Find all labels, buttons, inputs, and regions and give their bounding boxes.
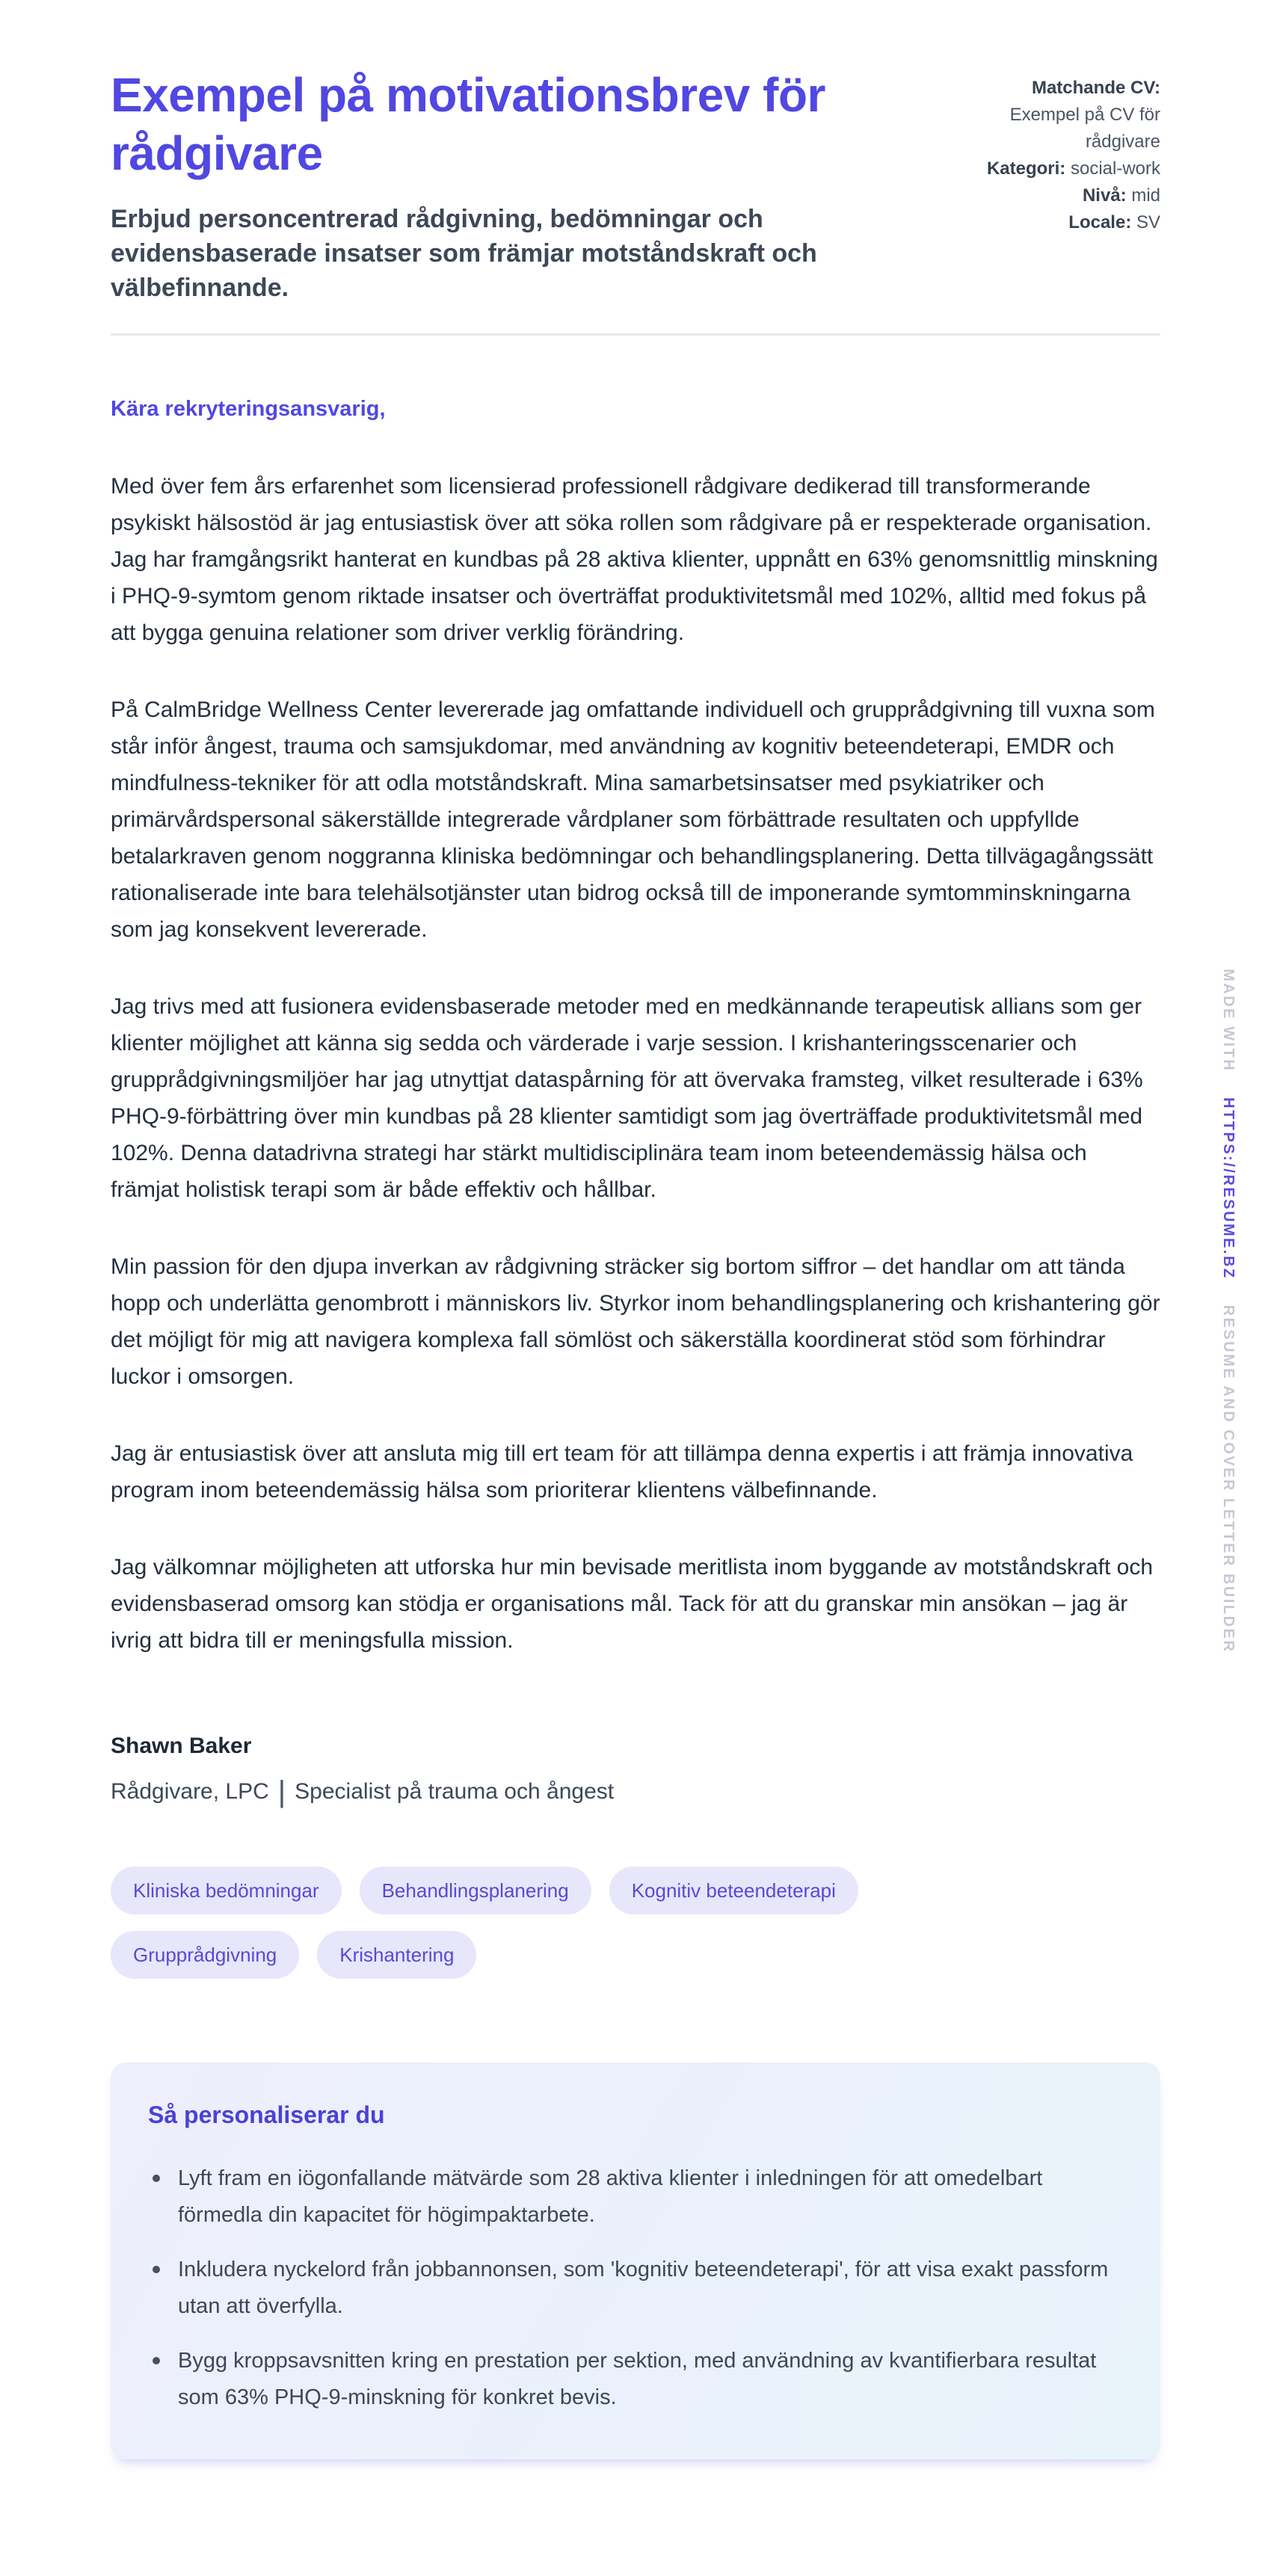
title-block [111,66,944,305]
made-with-watermark [1219,969,1237,1653]
page-content [111,0,1160,2459]
meta-matching-cv [944,75,1160,155]
skill-tag: Kliniska bedömningar [111,1867,342,1914]
meta-locale [944,209,1160,236]
signature-role-secondary: Specialist på trauma och ångest [295,1779,615,1804]
personalization-tips-box [111,2062,1160,2459]
signature-name: Shawn Baker [111,1734,252,1758]
tips-list [148,2160,1118,2416]
skill-tag: Behandlingsplanering [360,1867,591,1914]
signature-role-primary: Rådgivare, LPC [111,1779,269,1804]
letter-paragraph: Jag trivs med att fusionera evidensbaserade metoder med en medkännande terapeutisk allians som ger klienter möjlighet att känna sig sedda och värderade i varje session. I krishanteringsscenarier och grupprådgivningsmiljöer har jag utnyttjat dataspårning för att övervaka framsteg, vilket resulterade i 63% PHQ-9-förbättring över min kundbas på 28 klienter samtidigt som jag överträffade produktivitetsmål med 102%. Denna datadrivna strategi har stärkt multidisciplinära team inom beteendemässig hälsa och främjat holistisk terapi som är både effektiv och hållbar. [111,994,1143,1202]
watermark-suffix: RESUME AND COVER LETTER BUILDER [1220,1304,1237,1654]
skill-tag: Krishantering [317,1931,476,1979]
letter-paragraph: Jag är entusiastisk över att ansluta mig till ert team för att tillämpa denna expertis i att främja innovativa program inom beteendemässig hälsa som prioriterar klientens välbefinnande. [111,1441,1133,1503]
meta-block [944,66,1160,236]
header [111,0,1160,305]
signature-role: Rådgivare, LPC | Specialist på trauma och ångest [111,1775,615,1808]
letter-greeting: Kära rekryteringsansvarig, [111,397,386,421]
meta-matching-cv-value: Exempel på CV för rådgivare [1009,105,1160,152]
tip-item: Inkludera nyckelord från jobbannonsen, som 'kognitiv beteendeterapi', för att visa exakt passform utan att överfylla. [148,2252,1118,2325]
page-title: Exempel på motivationsbrev för rådgivare [111,68,825,180]
meta-level [944,182,1160,209]
tip-item: Bygg kroppsavsnitten kring en prestation per sektion, med användning av kvantifierbara resultat som 63% PHQ-9-minskning för konkret bevis. [148,2343,1118,2416]
watermark-url-link[interactable]: HTTPS://RESUME.BZ [1220,1097,1237,1280]
header-divider [111,333,1160,336]
letter-paragraph: På CalmBridge Wellness Center levererade jag omfattande individuell och grupprådgivning till vuxna som står inför ångest, trauma och samsjukdomar, med användning av kognitiv beteendeterapi, EMDR och mindfulness-tekniker för att odla motståndskraft. Mina samarbetsinsatser med psykiatriker och primärvårdspersonal säkerställde integrerade vårdplaner som förbättrade resultaten och uppfyllde betalarkraven genom noggranna kliniska bedömningar och behandlingsplanering. Detta tillvägagångssätt rationaliserade inte bara telehälsotjänster utan bidrog också till de imponerande symtomminskningarna som jag konsekvent levererade. [111,697,1155,942]
tip-item: Lyft fram en iögonfallande mätvärde som 28 aktiva klienter i inledningen för att omedelbart förmedla din kapacitet för högimpaktarbete. [148,2160,1118,2234]
letter-paragraph: Min passion för den djupa inverkan av rådgivning sträcker sig bortom siffror – det handlar om att tända hopp och underlätta genombrott i människors liv. Styrkor inom behandlingsplanering och krishantering gör det möjligt för mig att navigera komplexa fall sömlöst och säkerställa koordinerat stöd som förhindrar luckor i omsorgen. [111,1254,1160,1389]
meta-locale-label: Locale: [1068,212,1132,232]
meta-matching-cv-label: Matchande CV: [1031,78,1160,98]
meta-category-label: Kategori: [986,158,1066,179]
page-subtitle: Erbjud personcentrerad rådgivning, bedömningar och evidensbaserade insatser som främjar motståndskraft och välbefinnande. [111,205,817,302]
letter-paragraph: Jag välkomnar möjligheten att utforska hur min bevisade meritlista inom byggande av motståndskraft och evidensbaserad omsorg kan stödja er organisations mål. Tack för att du granskar min ansökan – jag är ivrig att bidra till er meningsfulla mission. [111,1555,1154,1653]
meta-level-value: mid [1131,185,1160,206]
meta-locale-value: SV [1136,212,1160,232]
meta-level-label: Nivå: [1082,185,1127,206]
letter-body [111,391,1160,1810]
letter-paragraph: Med över fem års erfarenhet som licensierad professionell rådgivare dedikerad till transformerande psykiskt hälsostöd är jag entusiastisk över att söka rollen som rådgivare på er respekterade organisation. Jag har framgångsrikt hanterat en kundbas på 28 aktiva klienter, uppnått en 63% genomsnittlig minskning i PHQ-9-symtom genom riktade insatser och överträffat produktivitetsmål med 102%, alltid med fokus på att bygga genuina relationer som driver verklig förändring. [111,474,1158,645]
meta-category-value: social-work [1070,158,1160,179]
skill-tag: Grupprådgivning [111,1931,299,1979]
skill-tag: Kognitiv beteendeterapi [609,1867,858,1914]
watermark-made-with: MADE WITH [1220,969,1237,1073]
tips-heading: Så personaliserar du [148,2101,385,2128]
meta-category [944,155,1160,182]
skill-tags [111,1867,1045,1979]
